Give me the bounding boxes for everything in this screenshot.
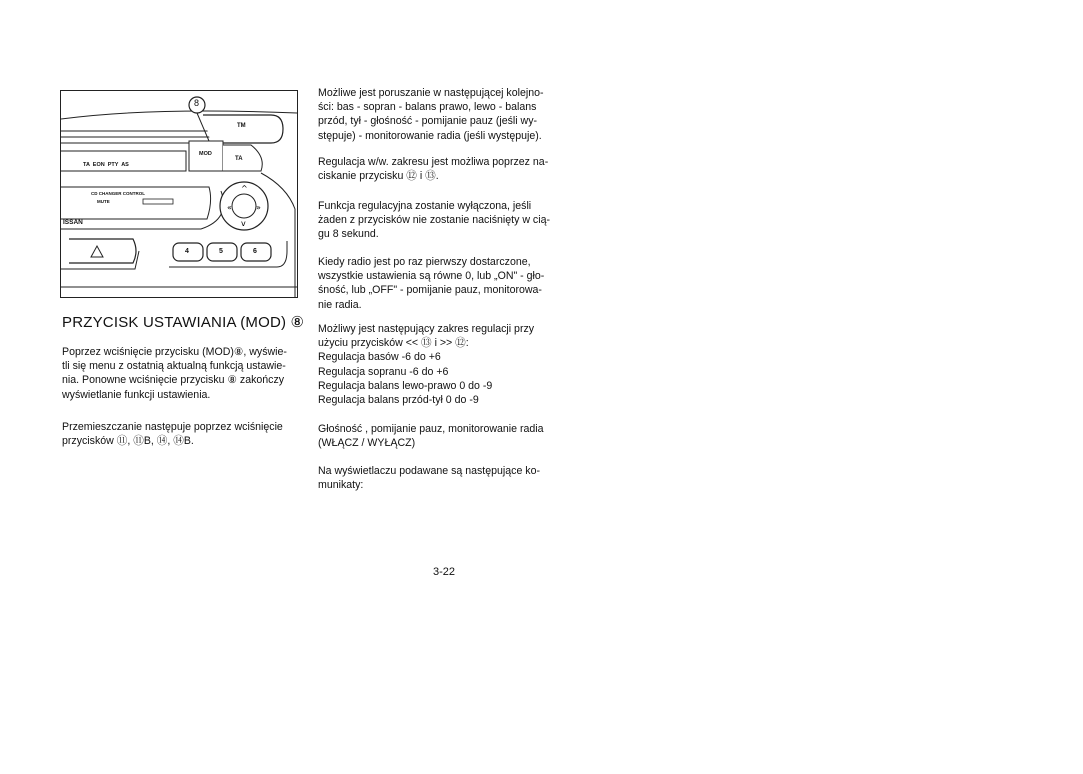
text-line: Regulacja balans lewo-prawo 0 do -9 — [318, 379, 493, 392]
right-paragraph-7 — [318, 464, 568, 492]
text-line: munikaty: — [318, 479, 364, 492]
text-line: Regulacja basów -6 do +6 — [318, 351, 441, 364]
text-line: Regulacja balans przód-tył 0 do -9 — [318, 394, 479, 407]
text-line: użyciu przycisków << ⑬ i >> ⑫: — [318, 337, 469, 350]
page-number: 3-22 — [433, 566, 456, 578]
display-labels: TA EON PTY AS — [83, 162, 129, 168]
radio-illustration — [60, 90, 298, 298]
right-paragraph-2 — [318, 155, 568, 183]
text-line: Regulacja w/w. zakresu jest możliwa poprzez na- — [318, 156, 549, 168]
preset-5-label: 5 — [219, 248, 223, 255]
text-line: Głośność , pomijanie pauz, monitorowanie radia — [318, 423, 544, 435]
ta-button-label: TA — [235, 156, 243, 162]
right-paragraph-5 — [318, 322, 568, 407]
preset-6-label: 6 — [253, 248, 257, 255]
svg-text:v: v — [241, 219, 246, 228]
text-line: żaden z przycisków nie zostanie naciśnięty w cią- — [318, 214, 550, 227]
text-line: Kiedy radio jest po raz pierwszy dostarczone, — [318, 256, 531, 268]
text-line: nie radia. — [318, 298, 362, 311]
mute-label: MUTE — [97, 199, 110, 204]
right-paragraph-6 — [318, 422, 568, 450]
text-line: wszystkie ustawienia są równe 0, lub „ON" - gło- — [318, 270, 545, 283]
left-paragraph-2 — [62, 420, 312, 448]
text-line: gu 8 sekund. — [318, 228, 379, 241]
text-line: Możliwy jest następujący zakres regulacji przy — [318, 323, 535, 335]
text-line: przycisków ⑪, ⑪B, ⑭, ⑭B. — [62, 435, 194, 448]
text-line: Przemieszczanie następuje poprzez wciśnięcie — [62, 421, 283, 433]
right-paragraph-1 — [318, 86, 568, 143]
section-heading: PRZYCISK USTAWIANIA (MOD) ⑧ — [62, 314, 305, 331]
brand-label: ISSAN — [63, 219, 83, 226]
cd-changer-label: CD CHANGER CONTROL — [91, 191, 145, 196]
text-line: nia. Ponowne wciśnięcie przycisku ⑧ zakończy — [62, 374, 285, 387]
text-line: śność, lub „OFF" - pomijanie pauz, monitorowa- — [318, 284, 542, 297]
text-line: Funkcja regulacyjna zostanie wyłączona, jeśli — [318, 200, 532, 212]
text-line: przód, tył - głośność - pomijanie pauz (jeśli wy- — [318, 115, 538, 128]
preset-4-label: 4 — [185, 248, 189, 255]
text-line: (WŁĄCZ / WYŁĄCZ) — [318, 437, 416, 450]
text-line: wyświetlanie funkcji ustawienia. — [62, 388, 211, 401]
text-line: ści: bas - sopran - balans prawo, lewo - balans — [318, 101, 537, 114]
text-line: Na wyświetlaczu podawane są następujące ko- — [318, 465, 541, 477]
text-line: Poprzez wciśnięcie przycisku (MOD)⑧, wyświe- — [62, 346, 287, 358]
text-line: tli się menu z ostatnią aktualną funkcją ustawie- — [62, 360, 286, 373]
left-paragraph-1 — [62, 345, 312, 402]
svg-text:^: ^ — [241, 184, 248, 193]
callout-label: 8 — [194, 98, 200, 108]
text-line: Regulacja sopranu -6 do +6 — [318, 365, 449, 378]
svg-text:»: » — [256, 203, 261, 212]
tm-button-label: TM — [237, 123, 246, 129]
text-line: stępuje) - monitorowanie radia (jeśli występuje). — [318, 129, 542, 142]
mod-button-label: MOD — [199, 151, 212, 157]
right-paragraph-4 — [318, 255, 568, 312]
svg-text:«: « — [227, 203, 232, 212]
text-line: ciskanie przycisku ⑫ i ⑬. — [318, 170, 439, 183]
text-line: Możliwe jest poruszanie w następującej kolejno- — [318, 87, 544, 99]
right-paragraph-3 — [318, 199, 568, 242]
